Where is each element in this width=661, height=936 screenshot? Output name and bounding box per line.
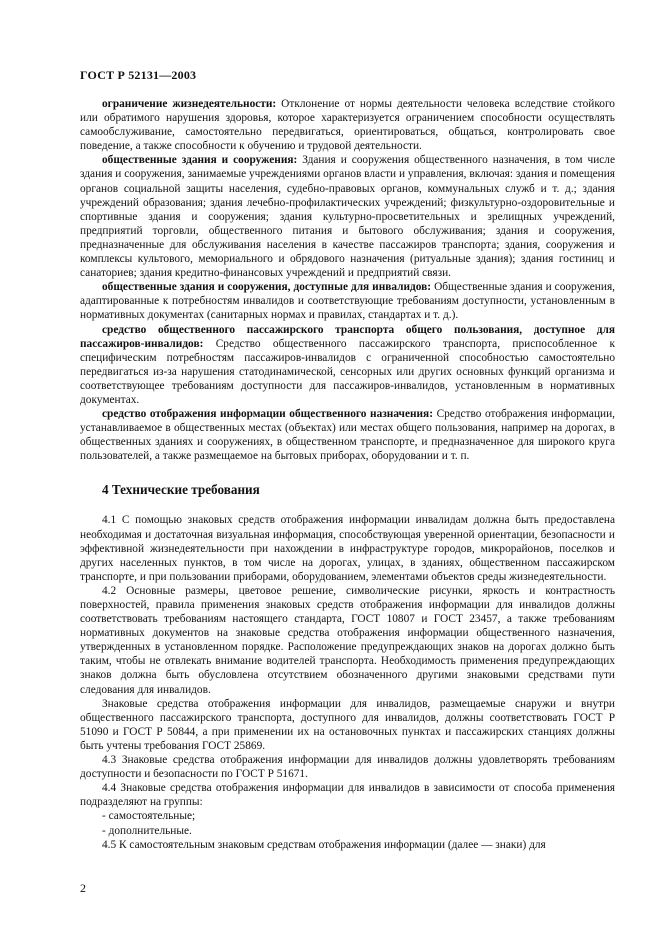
- definition-text: Средство общественного пассажирского транспорта, приспособленное к специфическим потребностям пассажиров-инвалидов с ограниченной способностью самостоятельно передвигаться из-за нарушения статодинамической, сенсорных или других основных функций организма и соответствующее требованиям доступности для пассажиров-инвалидов, установленным в нормативных документах.: [80, 337, 615, 406]
- definition-term: общественные здания и сооружения, доступные для инвалидов:: [102, 281, 432, 294]
- definition-paragraph: [80, 323, 615, 408]
- list-item: - самостоятельные;: [102, 810, 196, 823]
- section-paragraph: 4.5 К самостоятельным знаковым средствам отображения информации (далее — знаки) для: [102, 838, 546, 851]
- definition-paragraph: [80, 280, 615, 322]
- section-paragraph: 4.2 Основные размеры, цветовое решение, символические рисунки, яркость и контрастность поверхностей, правила применения знаковых средств отображения информации для инвалидов должны соответствовать требованиям настоящего стандарта, ГОСТ 10807 и ГОСТ 23457, а также требованиям нормативных документов на знаковые средства отображения информации общественного назначения, утвержденных в установленном порядке. Расположение предупреждающих знаков на дорогах должно быть таким, чтобы не отвлекать внимание водителей транспорта. Необходимость применения предупреждающих знаков должна быть обусловлена отсутствием обозначенного другими знаковыми средствами пути следования для инвалидов.: [80, 584, 615, 696]
- definition-paragraph: [80, 407, 615, 463]
- definition-term: средство общественного пассажирского транспорта общего пользования, доступное для пассажиров-инвалидов:: [80, 323, 615, 350]
- definition-text: Здания и сооружения общественного назначения, в том числе здания и сооружения, занимаемые учреждениями органов власти и управления, включая: здания и помещения органов социальной защиты населения, судебно-правовых органов, коммунальных служб и т. д.; здания учреждений образования; здания лечебно-профилактических учреждений; физкультурно-оздоровительные и спортивные здания и сооружения; здания культурно-просветительных и зрелищных учреждений, предприятий торговли, общественного питания и бытового обслуживания; здания и сооружения, предназначенные для обслуживания населения в качестве пассажиров транспорта; здания, сооружения и комплексы культового, мемориального и обрядового назначения (ритуальные здания); здания гостиниц и санаториев; здания кредитно-финансовых учреждений и предприятий связи.: [80, 154, 615, 280]
- definition-text: Общественные здания и сооружения, адаптированные к потребностям инвалидов и соответствующие требованиям доступности, установленным в нормативных документах (санитарных нормах и правилах, стандартах и т. д.).: [80, 281, 616, 322]
- section-paragraph: 4.3 Знаковые средства отображения информации для инвалидов должны удовлетворять требованиям доступности и безопасности по ГОСТ Р 51671.: [80, 754, 615, 781]
- section-paragraph: 4.4 Знаковые средства отображения информации для инвалидов в зависимости от способа применения подразделяют на группы:: [80, 782, 615, 809]
- page-content: [80, 97, 615, 852]
- section-paragraph: 4.1 С помощью знаковых средств отображения информации инвалидам должна быть предоставлена необходимая и достаточная визуальная информация, способствующая уверенной ориентации, безопасности и эффективной жизнедеятельности при нахождении в инфраструктуре городов, микрорайонов, поселков и других населенных пунктов, в том числе на дорогах, улицах, в зданиях, общественном пассажирском транспорте, и при пользовании приборами, оборудованием, элементами объектов среды жизнедеятельности.: [80, 514, 615, 583]
- section-heading: 4 Технические требования: [102, 482, 260, 498]
- definition-term: средство отображения информации общественного назначения:: [102, 408, 433, 421]
- definition-paragraph: [80, 97, 615, 153]
- definition-text: Средство отображения информации, устанавливаемое в общественных местах (объектах) или местах общего пользования, например на дорогах, в общественных зданиях и сооружениях, в общественном транспорте, и предназначенное для широкого круга пользователей, а также размещаемое на бытовых приборах, оборудовании и т. п.: [80, 408, 615, 463]
- document-header: ГОСТ Р 52131—2003: [80, 68, 197, 82]
- definition-term: ограничение жизнедеятельности:: [102, 98, 277, 110]
- page-number: 2: [80, 881, 86, 895]
- section-paragraph: Знаковые средства отображения информации для инвалидов, размещаемые снаружи и внутри общественного пассажирского транспорта, доступного для инвалидов, должны соответствовать ГОСТ Р 51090 и ГОСТ Р 50844, а при применении их на остановочных пунктах и пассажирских станциях должны быть учтены требования ГОСТ 25869.: [80, 697, 615, 752]
- list-item: - дополнительные.: [102, 824, 192, 837]
- definition-term: общественные здания и сооружения:: [102, 154, 298, 167]
- definition-paragraph: [80, 153, 615, 280]
- definition-text: Отклонение от нормы деятельности человека вследствие стойкого или обратимого нарушения здоровья, которое характеризуется ограничением способности осуществлять самообслуживание, самостоятельно передвигаться, ориентироваться, общаться, контролировать свое поведение, а также способности к обучению и трудовой деятельности.: [80, 98, 615, 153]
